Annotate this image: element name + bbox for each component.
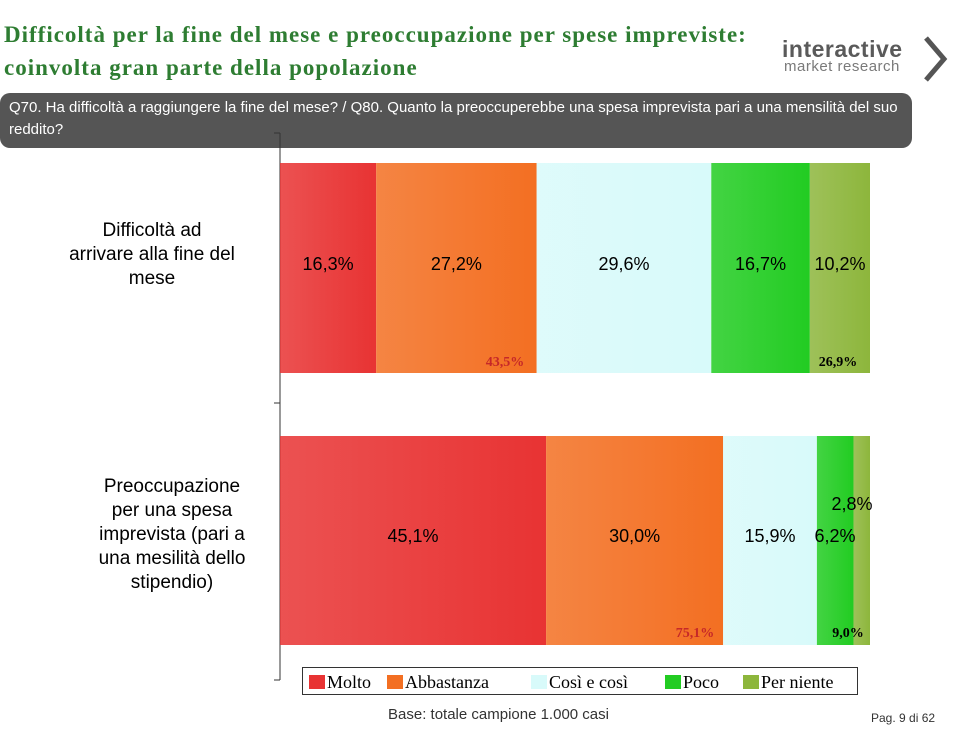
value-label-difficolta-cosi-e-cosi: 29,6% (598, 254, 650, 274)
legend-swatch-poco (665, 675, 681, 689)
value-label-preoccupazione-per-niente: 2,8% (831, 494, 873, 514)
legend-label-cosi-e-cosi: Così e così (549, 672, 628, 692)
value-label-preoccupazione-abbastanza: 30,0% (609, 526, 661, 546)
legend-item-per-niente (743, 672, 833, 692)
logo-word-market-research: market research (784, 58, 900, 75)
legend-swatch-per-niente (743, 675, 759, 689)
subtotal-label-left: 75,1% (675, 626, 715, 641)
legend-label-poco: Poco (683, 672, 719, 692)
legend-label-molto: Molto (327, 672, 372, 692)
subtotal-label-left: 43,5% (485, 355, 525, 370)
subtotal-label-right: 9,0% (832, 626, 864, 641)
bar-preoccupazione-per-niente (853, 436, 870, 645)
category-label-preoccupazione: Preoccupazione per una spesa imprevista (pari a una mesilità dello stipendio) (98, 476, 246, 593)
page-title: Difficoltà per la fine del mese e preoccupazione per spese impreviste: coinvolta gran parte della popolazione (4, 22, 747, 80)
sample-base-note: Base: totale campione 1.000 casi (388, 706, 609, 723)
value-label-preoccupazione-poco: 6,2% (814, 526, 856, 546)
legend-item-poco (665, 672, 719, 692)
value-label-preoccupazione-molto: 45,1% (387, 526, 439, 546)
value-label-preoccupazione-cosi-e-cosi: 15,9% (744, 526, 796, 546)
legend-item-cosi-e-cosi (531, 672, 628, 692)
legend-swatch-abbastanza (387, 675, 403, 689)
question-banner: Q70. Ha difficoltà a raggiungere la fine del mese? / Q80. Quanto la preoccuperebbe una spesa imprevista pari a una mensilità del suo reddito? (0, 93, 912, 148)
value-label-difficolta-abbastanza: 27,2% (430, 254, 482, 274)
legend-swatch-cosi-e-cosi (531, 675, 547, 689)
legend-item-abbastanza (387, 672, 489, 692)
subtotal-label-right: 26,9% (818, 355, 858, 370)
chart-legend (302, 667, 858, 695)
logo-word-interactive: interactive (782, 36, 903, 62)
page-number: Pag. 9 di 62 (871, 711, 936, 725)
category-label-difficolta: Difficoltà ad arrivare alla fine del mese (69, 220, 235, 289)
legend-label-abbastanza: Abbastanza (405, 672, 489, 692)
value-label-difficolta-molto: 16,3% (302, 254, 354, 274)
legend-label-per-niente: Per niente (761, 672, 834, 692)
value-label-difficolta-poco: 16,7% (735, 254, 787, 274)
legend-item-molto (309, 672, 371, 692)
legend-swatch-molto (309, 675, 325, 689)
value-label-difficolta-per-niente: 10,2% (814, 254, 866, 274)
